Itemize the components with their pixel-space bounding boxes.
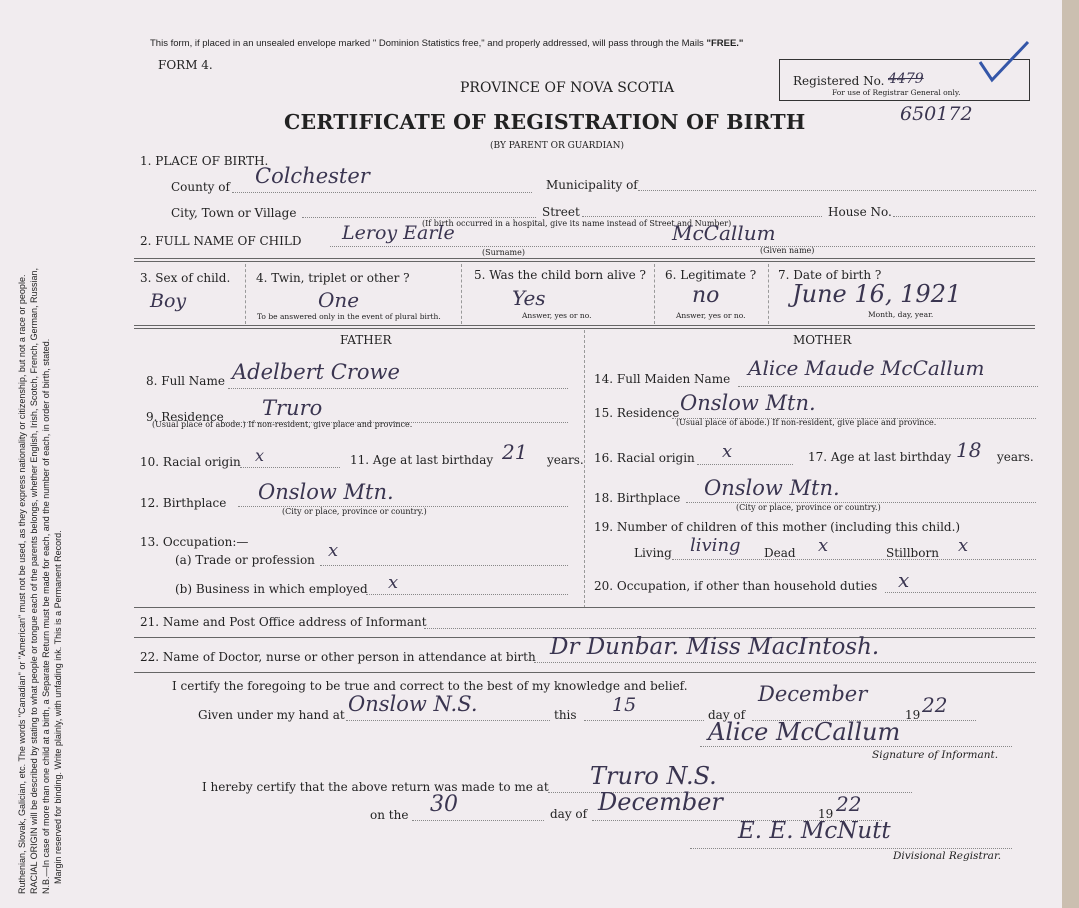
mother-heading: MOTHER (793, 333, 852, 347)
mother-race-label: 16. Racial origin (594, 451, 695, 465)
county-label: County of (171, 180, 230, 194)
children-line (672, 559, 1036, 560)
cert-year-value: 22 (922, 693, 948, 717)
child-name-label: 2. FULL NAME OF CHILD (140, 234, 302, 248)
registrar-signature-label: Divisional Registrar. (893, 850, 1002, 862)
trade-value: x (328, 540, 339, 561)
business-line (366, 594, 568, 595)
mother-residence-note: (Usual place of abode.) If non-resident, give place and province. (676, 418, 937, 427)
side-note-3: Ruthenian, Slovak, Galician, etc. The words "Canadian" or "American" must not be used, as they express nationality or citizenship, but not a race or people. (17, 274, 27, 894)
dead-value: x (818, 535, 829, 556)
registrar-place-value: Truro N.S. (590, 762, 717, 790)
alive-note: Answer, yes or no. (522, 311, 592, 320)
father-residence-value: Truro (262, 396, 323, 420)
municipality-label: Municipality of (546, 178, 638, 192)
father-birthplace-label: 12. Birthplace (140, 496, 227, 510)
father-name-value: Adelbert Crowe (232, 360, 400, 384)
father-race-value: x (255, 446, 265, 465)
cert-year-prefix: 19 (905, 708, 921, 722)
business-value: x (388, 572, 399, 593)
alive-label: 5. Was the child born alive ? (474, 268, 646, 282)
divider-3 (134, 607, 1035, 608)
child-name-line (330, 246, 1035, 247)
registrar-day-value: 30 (430, 792, 458, 817)
city-line (302, 217, 536, 218)
side-note-1: N.B.—In case of more than one child at a birth, a Separate Return must be made for each, and the number of each, in order of birth, stated. (41, 338, 51, 894)
registration-number-handwritten: 650172 (900, 103, 973, 125)
registrar-certify-line: I hereby certify that the above return was made to me at (202, 780, 549, 794)
mother-occupation-value: x (898, 568, 910, 592)
registrar-year-value: 22 (836, 792, 862, 816)
side-note-2: RACIAL ORIGIN will be described by stating to what people or tongue each of the parents belongs, whether English, Irish, Scotch, French, German, Russian, (29, 268, 39, 894)
father-birthplace-note: (City or place, province or country.) (282, 507, 427, 516)
county-value: Colchester (255, 164, 370, 188)
mother-age-value: 18 (956, 438, 982, 462)
certify-line: I certify the foregoing to be true and correct to the best of my knowledge and belief. (172, 679, 688, 693)
given-place-value: Onslow N.S. (348, 692, 478, 716)
county-line (232, 192, 532, 193)
check-mark-icon (976, 40, 1032, 90)
informant-line (424, 628, 1036, 629)
parent-divider (584, 330, 585, 608)
stillborn-value: x (958, 535, 969, 556)
mother-years-label: years. (997, 450, 1034, 464)
cert-day-value: 15 (612, 694, 637, 716)
business-label: (b) Business in which employed (175, 582, 368, 596)
dead-label: Dead (764, 546, 796, 560)
certificate-title: CERTIFICATE OF REGISTRATION OF BIRTH (284, 110, 806, 134)
house-line (893, 216, 1035, 217)
legitimate-label: 6. Legitimate ? (665, 268, 757, 282)
mail-notice: This form, if placed in an unsealed envelope marked " Dominion Statistics free," and properly addressed, will pass through the Mails "FREE." (150, 38, 744, 49)
mother-name-line (738, 386, 1038, 387)
father-residence-label: 9. Residence (146, 410, 224, 424)
mother-birthplace-value: Onslow Mtn. (704, 476, 840, 500)
mother-race-line (697, 464, 793, 465)
twin-label: 4. Twin, triplet or other ? (256, 271, 410, 285)
doctor-label: 22. Name of Doctor, nurse or other person in attendance at birth (140, 650, 536, 664)
cert-day-line (584, 720, 704, 721)
father-age-label: 11. Age at last birthday (350, 453, 494, 467)
mother-age-label: 17. Age at last birthday (808, 450, 952, 464)
divider-2 (134, 325, 1035, 326)
father-name-line (228, 388, 568, 389)
divider-1 (134, 258, 1035, 259)
certificate-subtitle: (BY PARENT OR GUARDIAN) (490, 141, 625, 151)
child-given-name: Leroy Earle (342, 222, 455, 244)
trade-line (320, 565, 568, 566)
registered-number-box (779, 59, 1030, 101)
living-label: Living (634, 546, 672, 560)
city-label: City, Town or Village (171, 206, 297, 220)
dob-value: June 16, 1921 (792, 280, 962, 308)
legitimate-value: no (692, 283, 720, 308)
house-label: House No. (828, 205, 892, 219)
col-sep-4 (768, 264, 769, 324)
legitimate-note: Answer, yes or no. (676, 311, 746, 320)
mother-name-label: 14. Full Maiden Name (594, 372, 731, 386)
father-years-label: years. (547, 453, 584, 467)
scan-edge (1062, 0, 1079, 908)
hospital-note: (If birth occurred in a hospital, give its name instead of Street and Number) (422, 219, 732, 228)
trade-label: (a) Trade or profession (175, 553, 315, 567)
side-note-margin: Margin reserved for binding. Write plainly, with unfading ink. This is a Permanent Record. (53, 530, 63, 884)
divider-1b (134, 261, 1035, 262)
doctor-line (534, 662, 1036, 663)
father-birthplace-value: Onslow Mtn. (258, 480, 394, 504)
mother-residence-label: 15. Residence (594, 406, 680, 420)
father-heading: FATHER (340, 333, 392, 347)
registrar-month-value: December (598, 788, 723, 816)
registered-value: 4479 (888, 71, 924, 87)
twin-note: To be answered only in the event of plural birth. (257, 312, 441, 321)
informant-label: 21. Name and Post Office address of Informant (140, 615, 427, 629)
doctor-value: Dr Dunbar. Miss MacIntosh. (550, 634, 880, 660)
cert-month-value: December (758, 682, 868, 706)
registrar-signature-line (690, 848, 1012, 849)
father-race-label: 10. Racial origin (140, 455, 241, 469)
sex-label: 3. Sex of child. (140, 271, 231, 285)
father-residence-note: (Usual place of abode.) If non-resident, give place and province. (152, 420, 413, 429)
cert-day-of-label: day of (708, 708, 746, 722)
mother-birthplace-note: (City or place, province or country.) (736, 503, 881, 512)
province-heading: PROVINCE OF NOVA SCOTIA (460, 80, 675, 96)
divider-2b (134, 328, 1035, 329)
mother-name-value: Alice Maude McCallum (748, 356, 985, 380)
this-label: this (554, 708, 577, 722)
given-place-line (346, 720, 550, 721)
father-name-label: 8. Full Name (146, 374, 225, 388)
stillborn-label: Stillborn (886, 546, 939, 560)
divider-5 (134, 672, 1035, 673)
mother-occupation-label: 20. Occupation, if other than household duties (594, 579, 878, 593)
twin-value: One (318, 288, 360, 312)
registrar-year-prefix: 19 (818, 807, 834, 821)
father-age-value: 21 (502, 440, 528, 464)
registrar-signature: E. E. McNutt (738, 818, 891, 844)
informant-signature-line (700, 746, 1012, 747)
col-sep-3 (654, 264, 655, 324)
father-occupation-label: 13. Occupation:— (140, 535, 249, 549)
municipality-line (638, 190, 1036, 191)
mother-residence-value: Onslow Mtn. (680, 391, 816, 415)
father-race-line (240, 467, 340, 468)
given-name-note: (Given name) (760, 246, 815, 255)
informant-signature: Alice McCallum (708, 718, 901, 746)
surname-note: (Surname) (482, 248, 525, 257)
mother-race-value: x (722, 441, 733, 462)
living-value: living (690, 535, 741, 556)
given-under-label: Given under my hand at (198, 708, 345, 722)
alive-value: Yes (512, 286, 546, 310)
place-of-birth-label: 1. PLACE OF BIRTH. (140, 154, 269, 168)
col-sep-1 (245, 264, 246, 324)
street-line (582, 216, 822, 217)
child-surname: McCallum (672, 221, 776, 245)
mother-occupation-line (885, 592, 1036, 593)
registrar-day-of-label: day of (550, 807, 588, 821)
on-the-label: on the (370, 808, 409, 822)
registered-label: Registered No. (793, 74, 885, 88)
registered-note: For use of Registrar General only. (832, 88, 961, 97)
dob-note: Month, day, year. (868, 310, 934, 319)
registrar-day-line (412, 820, 544, 821)
form-number: FORM 4. (158, 58, 213, 72)
children-count-label: 19. Number of children of this mother (including this child.) (594, 520, 961, 534)
side-notes (16, 54, 64, 894)
street-label: Street (542, 205, 580, 219)
dob-label: 7. Date of birth ? (778, 268, 882, 282)
sex-value: Boy (150, 290, 187, 312)
informant-signature-label: Signature of Informant. (872, 749, 999, 761)
mother-birthplace-label: 18. Birthplace (594, 491, 681, 505)
col-sep-2 (461, 264, 462, 324)
